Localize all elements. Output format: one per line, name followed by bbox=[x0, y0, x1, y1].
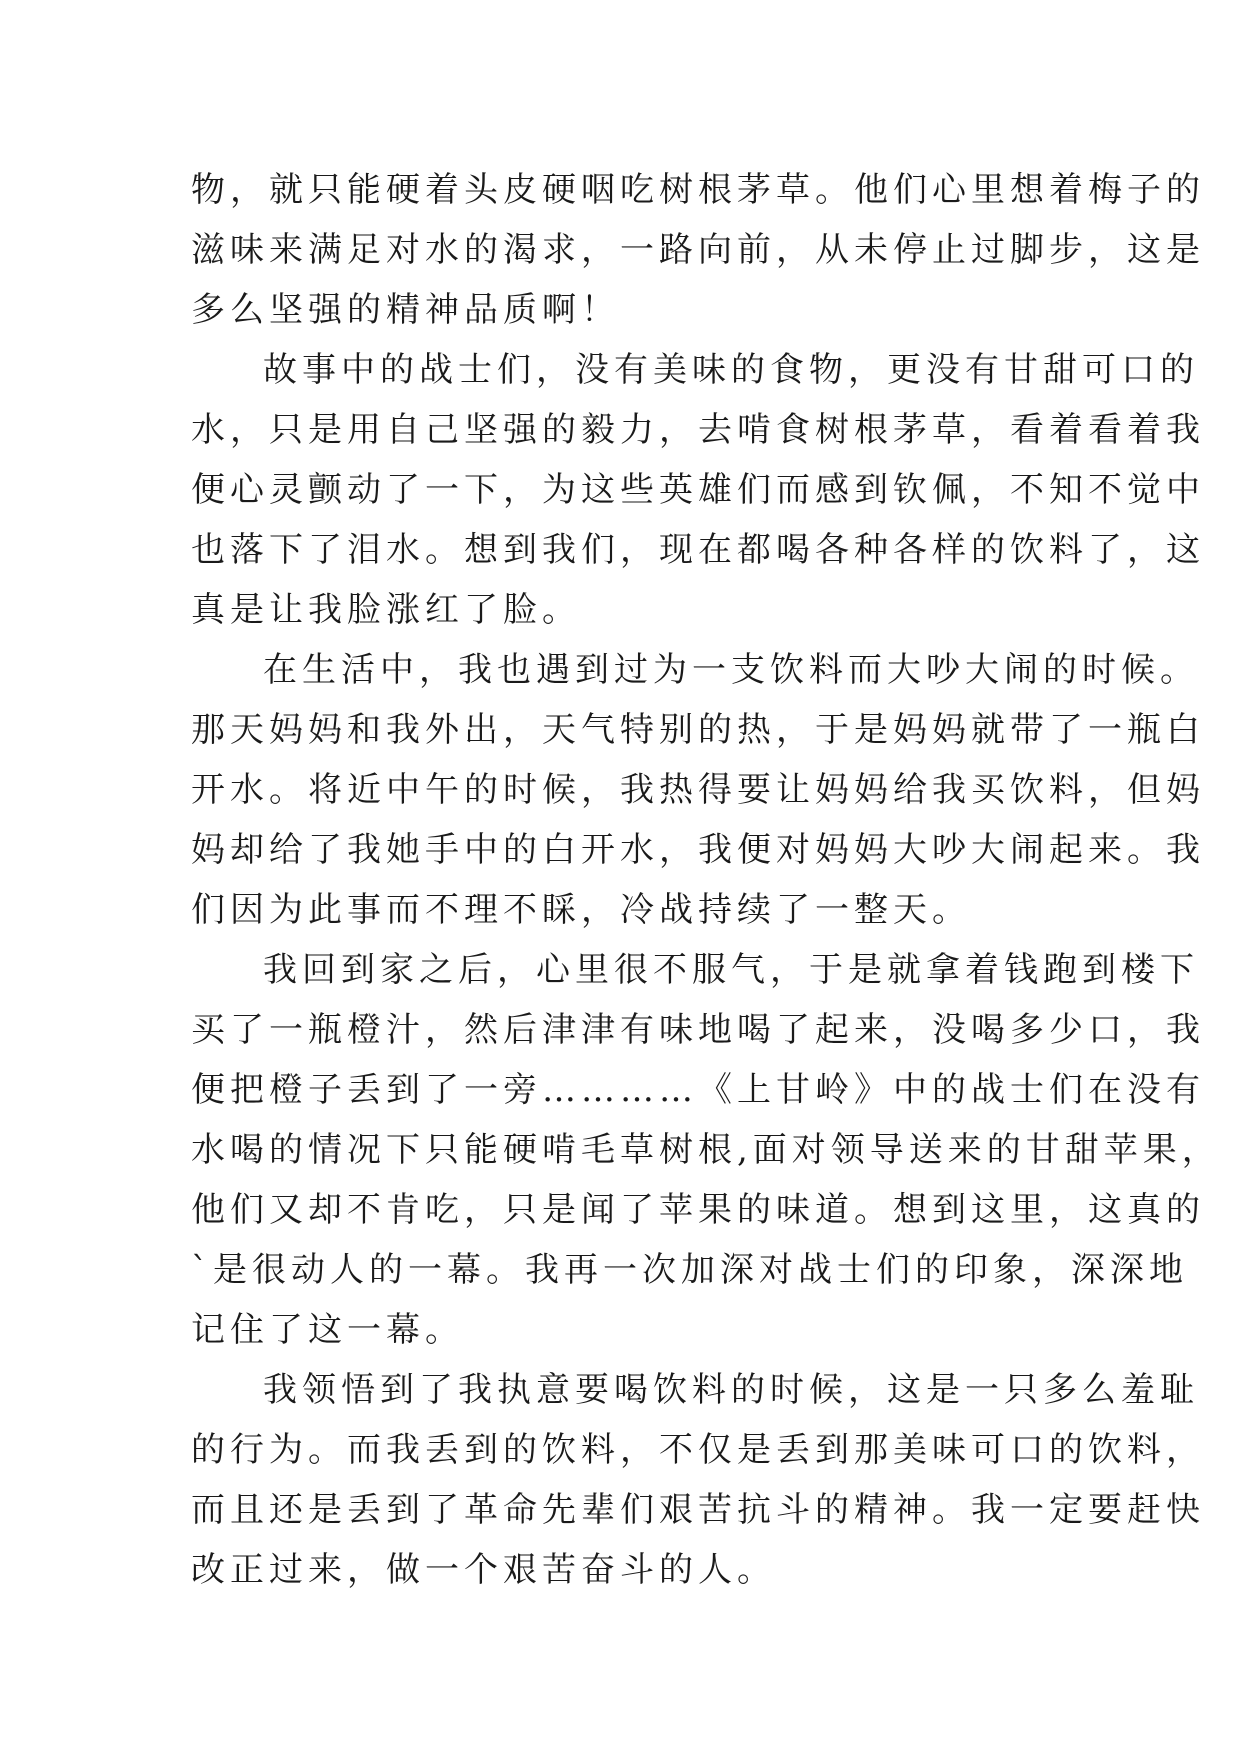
text-line: 买了一瓶橙汁，然后津津有味地喝了起来，没喝多少口，我 bbox=[191, 1010, 1205, 1050]
text-line: 那天妈妈和我外出，天气特别的热，于是妈妈就带了一瓶白 bbox=[191, 710, 1205, 750]
text-line: 真是让我脸涨红了脸。 bbox=[191, 590, 581, 630]
text-line: 便心灵颤动了一下，为这些英雄们而感到钦佩，不知不觉中 bbox=[191, 470, 1205, 510]
text-line: 们因为此事而不理不睬，冷战持续了一整天。 bbox=[191, 890, 971, 930]
text-line: 他们又却不肯吃，只是闻了苹果的味道。想到这里，这真的 bbox=[191, 1190, 1205, 1230]
text-line: 故事中的战士们，没有美味的食物，更没有甘甜可口的 bbox=[263, 350, 1199, 390]
text-line: 在生活中，我也遇到过为一支饮料而大吵大闹的时候。 bbox=[263, 650, 1199, 690]
text-line: `是很动人的一幕。我再一次加深对战士们的印象，深深地 bbox=[191, 1250, 1188, 1290]
text-line: 我领悟到了我执意要喝饮料的时候，这是一只多么羞耻 bbox=[263, 1370, 1199, 1410]
text-line: 改正过来，做一个艰苦奋斗的人。 bbox=[191, 1550, 776, 1590]
text-line: 滋味来满足对水的渴求，一路向前，从未停止过脚步，这是 bbox=[191, 230, 1205, 270]
text-line: 而且还是丢到了革命先辈们艰苦抗斗的精神。我一定要赶快 bbox=[191, 1490, 1205, 1530]
text-line: 记住了这一幕。 bbox=[191, 1310, 464, 1350]
paragraph-3 bbox=[191, 640, 1205, 940]
text-line: 开水。将近中午的时候，我热得要让妈妈给我买饮料，但妈 bbox=[191, 770, 1205, 810]
text-line: 也落下了泪水。想到我们，现在都喝各种各样的饮料了，这 bbox=[191, 530, 1205, 570]
paragraph-4 bbox=[191, 940, 1221, 1360]
paragraph-1 bbox=[191, 160, 1205, 340]
text-line: 水喝的情况下只能硬啃毛草树根,面对领导送来的甘甜苹果， bbox=[191, 1130, 1221, 1170]
text-line: 的行为。而我丢到的饮料，不仅是丢到那美味可口的饮料， bbox=[191, 1430, 1205, 1470]
text-line: 我回到家之后，心里很不服气，于是就拿着钱跑到楼下 bbox=[263, 950, 1199, 990]
text-line: 便把橙子丢到了一旁…………《上甘岭》中的战士们在没有 bbox=[191, 1070, 1205, 1110]
text-line: 多么坚强的精神品质啊！ bbox=[191, 290, 620, 330]
paragraph-2 bbox=[191, 340, 1205, 640]
text-line: 物，就只能硬着头皮硬咽吃树根茅草。他们心里想着梅子的 bbox=[191, 170, 1205, 210]
essay-body bbox=[191, 160, 1221, 1600]
text-line: 水，只是用自己坚强的毅力，去啃食树根茅草，看着看着我 bbox=[191, 410, 1205, 450]
text-line: 妈却给了我她手中的白开水，我便对妈妈大吵大闹起来。我 bbox=[191, 830, 1205, 870]
paragraph-5 bbox=[191, 1360, 1205, 1600]
